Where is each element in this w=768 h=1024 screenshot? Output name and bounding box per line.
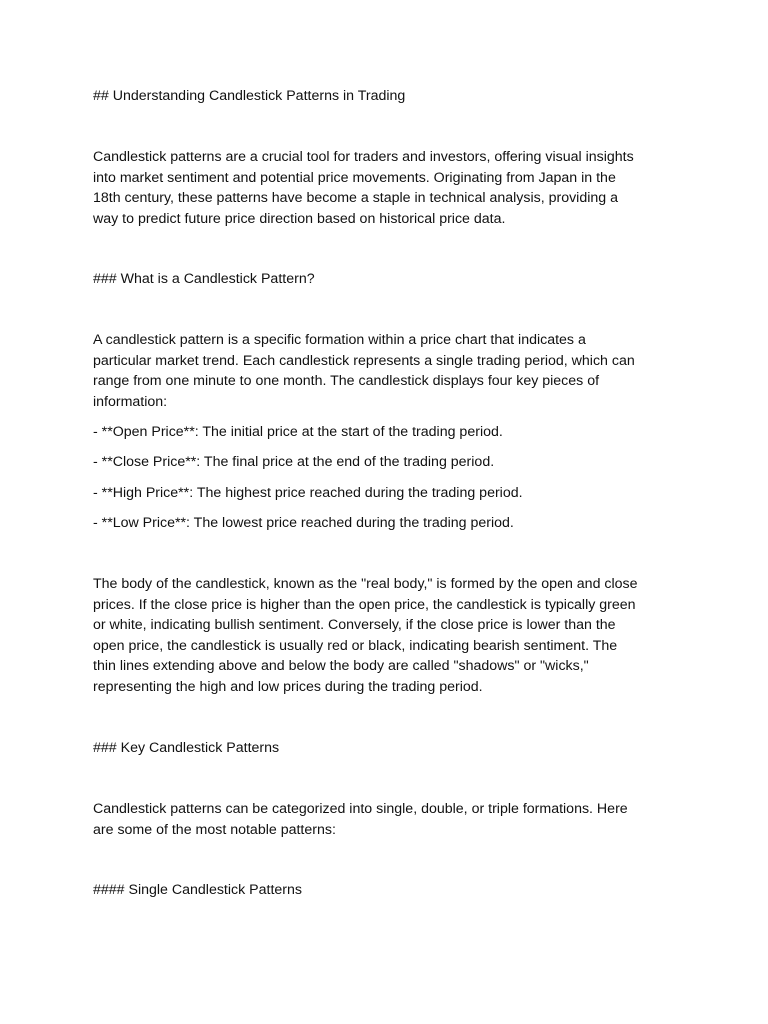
main-heading: ## Understanding Candlestick Patterns in Trading	[93, 88, 406, 104]
definition-paragraph: A candlestick pattern is a specific formation within a price chart that indicates a particular market trend. Each candlestick represents a single trading period, which can range from one minute to one month. The candlestick displays four key pieces of information:	[93, 332, 635, 410]
what-is-heading: ### What is a Candlestick Pattern?	[93, 271, 315, 287]
single-patterns-heading: #### Single Candlestick Patterns	[93, 882, 302, 898]
intro-paragraph: Candlestick patterns are a crucial tool for traders and investors, offering visual insights into market sentiment and potential price movements. Originating from Japan in the 18th century, these patterns have become a staple in technical analysis, providing a way to predict future price direction based on historical price data.	[93, 149, 634, 227]
bullet-open-price: - **Open Price**: The initial price at the start of the trading period.	[93, 424, 503, 440]
bullet-low-price: - **Low Price**: The lowest price reached during the trading period.	[93, 515, 514, 531]
key-patterns-heading: ### Key Candlestick Patterns	[93, 740, 280, 756]
bullet-high-price: - **High Price**: The highest price reached during the trading period.	[93, 485, 523, 501]
body-paragraph: The body of the candlestick, known as the "real body," is formed by the open and close prices. If the close price is higher than the open price, the candlestick is typically green or white, indicating bullish sentiment. Conversely, if the close price is lower than the open price, the candlestick is usually red or black, indicating bearish sentiment. The thin lines extending above and below the body are called "shadows" or "wicks," representing the high and low prices during the trading period.	[93, 576, 638, 695]
categories-paragraph: Candlestick patterns can be categorized into single, double, or triple formations. Here are some of the most notable patterns:	[93, 801, 628, 838]
bullet-close-price: - **Close Price**: The final price at the end of the trading period.	[93, 454, 495, 470]
